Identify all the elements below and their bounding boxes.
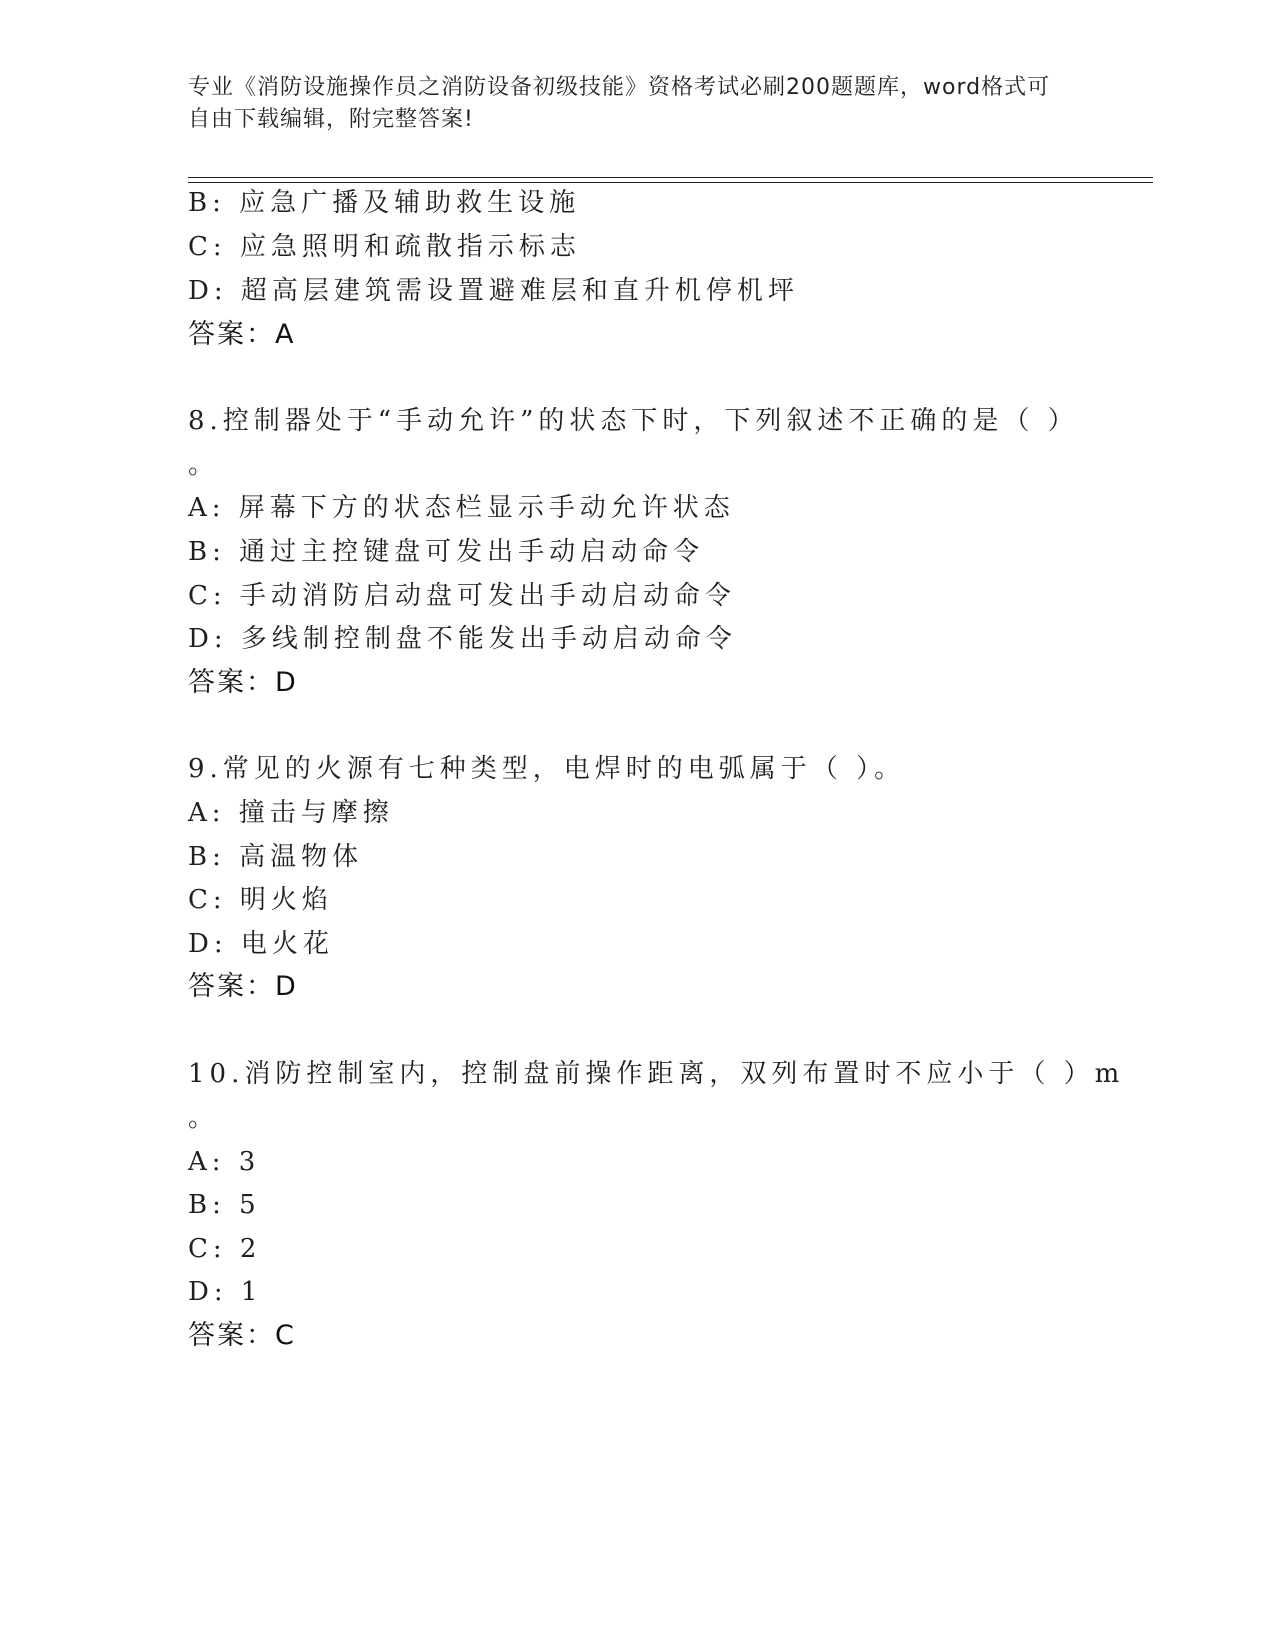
q8-option-d: D: 多线制控制盘不能发出手动启动命令	[188, 624, 737, 654]
q9-stem: 9.常见的火源有七种类型，电焊时的电弧属于（ ）。	[188, 754, 906, 784]
q9-option-c: C: 明火焰	[188, 885, 333, 915]
document-header: 专业《消防设施操作员之消防设备初级技能》资格考试必刷200题题库，word格式可自由下载编辑，附完整答案!	[188, 75, 1051, 132]
q8-option-a: A: 屏幕下方的状态栏显示手动允许状态	[188, 493, 735, 523]
q9-option-a: A: 撞击与摩擦	[188, 798, 394, 828]
header-divider-bottom	[188, 182, 1153, 183]
q7-option-c: C: 应急照明和疏散指示标志	[188, 232, 581, 262]
q8-stem: 8.控制器处于“手动允许”的状态下时，下列叙述不正确的是（ ）	[188, 406, 1079, 436]
q7-option-d: D: 超高层建筑需设置避难层和直升机停机坪	[188, 276, 799, 306]
q10-option-a: A: 3	[188, 1147, 261, 1177]
q10-option-d: D: 1	[188, 1277, 263, 1307]
header-divider-top	[188, 177, 1153, 178]
q10-answer: 答案：C	[188, 1320, 296, 1351]
q9-option-b: B: 高温物体	[188, 842, 364, 872]
q10-option-c: C: 2	[188, 1234, 262, 1264]
q9-answer: 答案：D	[188, 971, 298, 1002]
q10-option-b: B: 5	[188, 1190, 261, 1220]
q8-option-b: B: 通过主控键盘可发出手动启动命令	[188, 537, 705, 567]
q8-stem-continuation: 。	[188, 450, 220, 480]
q8-option-c: C: 手动消防启动盘可发出手动启动命令	[188, 581, 736, 611]
q7-option-b: B: 应急广播及辅助救生设施	[188, 188, 581, 218]
q10-stem: 10.消防控制室内，控制盘前操作距离，双列布置时不应小于（ ）m	[188, 1059, 1125, 1089]
q9-option-d: D: 电火花	[188, 929, 334, 959]
q8-answer: 答案：D	[188, 667, 298, 698]
q7-answer: 答案：A	[188, 319, 296, 350]
q10-stem-continuation: 。	[188, 1103, 220, 1133]
